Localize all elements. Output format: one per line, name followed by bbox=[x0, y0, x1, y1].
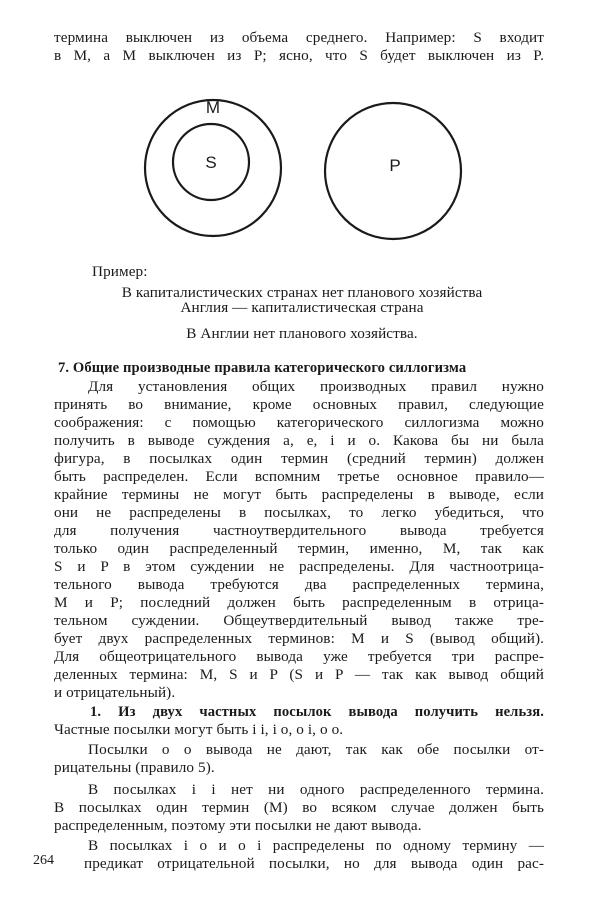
page-number: 264 bbox=[33, 853, 54, 868]
section-line: получить в выводе суждения a, e, i и o. Какова бы ни была bbox=[54, 432, 544, 449]
section-line: только один распределенный термин, именно, M, так как bbox=[54, 540, 544, 557]
section-line: Для общеотрицательного вывода уже требуется три распре- bbox=[54, 648, 544, 665]
label-m: M bbox=[205, 98, 221, 117]
rule-1-line: В посылках i i нет ни одного распределенного термина. bbox=[88, 781, 544, 798]
example-premise-1: В капиталистических странах нет планового хозяйства bbox=[121, 284, 483, 301]
section-line: они не распределены в посылках, то легко убедиться, что bbox=[54, 504, 544, 521]
intro-line: в M, а M выключен из P; ясно, что S будет выключен из P. bbox=[54, 47, 544, 64]
rule-1-heading: 1. Из двух частных посылок вывода получить нельзя. bbox=[90, 704, 544, 720]
section-line: тельном суждении. Общеутвердительный вывод также тре- bbox=[54, 612, 544, 629]
section-line: соображения: с помощью категорического силлогизма можно bbox=[54, 414, 544, 431]
example-label: Пример: bbox=[92, 263, 148, 280]
label-p: P bbox=[389, 156, 401, 175]
rule-1-line: Частные посылки могут быть i i, i o, o i, o o. bbox=[54, 721, 344, 738]
section-line: для получения частноутвердительного вывода требуется bbox=[54, 522, 544, 539]
rule-1-line: Посылки o o вывода не дают, так как обе посылки от- bbox=[88, 741, 544, 758]
section-line: принять во внимание, кроме основных правил, следующие bbox=[54, 396, 544, 413]
section-line: фигура, в посылках один термин (средний термин) должен bbox=[54, 450, 544, 467]
section-line: крайние термины не могут быть распределены в выводе, если bbox=[54, 486, 544, 503]
section-line: M и P; последний должен быть распределенным в отрица- bbox=[54, 594, 544, 611]
rule-1-line: предикат отрицательной посылки, но для вывода один рас- bbox=[84, 855, 544, 872]
label-s: S bbox=[205, 153, 217, 172]
section-line: Для установления общих производных правил нужно bbox=[88, 378, 544, 395]
intro-line: термина выключен из объема среднего. Например: S входит bbox=[54, 29, 544, 46]
rule-1-line: В посылках один термин (M) во всяком случае должен быть bbox=[54, 799, 544, 816]
example-conclusion: В Англии нет планового хозяйства. bbox=[186, 325, 418, 342]
rule-1-line: В посылках i o и o i распределены по одному термину — bbox=[88, 837, 544, 854]
example-premise-2: Англия — капиталистическая страна bbox=[180, 299, 424, 316]
section-heading: 7. Общие производные правила категорического силлогизма bbox=[58, 360, 467, 376]
euler-diagram bbox=[0, 90, 600, 260]
section-line: быть распределен. Если вспомним третье основное правило— bbox=[54, 468, 544, 485]
section-line: тельного вывода требуются два распределенных термина, bbox=[54, 576, 544, 593]
section-line: S и P в этом суждении не распределены. Для частноотрица- bbox=[54, 558, 544, 575]
section-line: бует двух распределенных терминов: M и S (вывод общий). bbox=[54, 630, 544, 647]
rule-1-line: рицательны (правило 5). bbox=[54, 759, 215, 776]
section-line: деленных термина: M, S и P (S и P — так как вывод общий bbox=[54, 666, 544, 683]
section-line: и отрицательный). bbox=[54, 684, 176, 701]
rule-1-line: распределенным, поэтому эти посылки не дают вывода. bbox=[54, 817, 422, 834]
